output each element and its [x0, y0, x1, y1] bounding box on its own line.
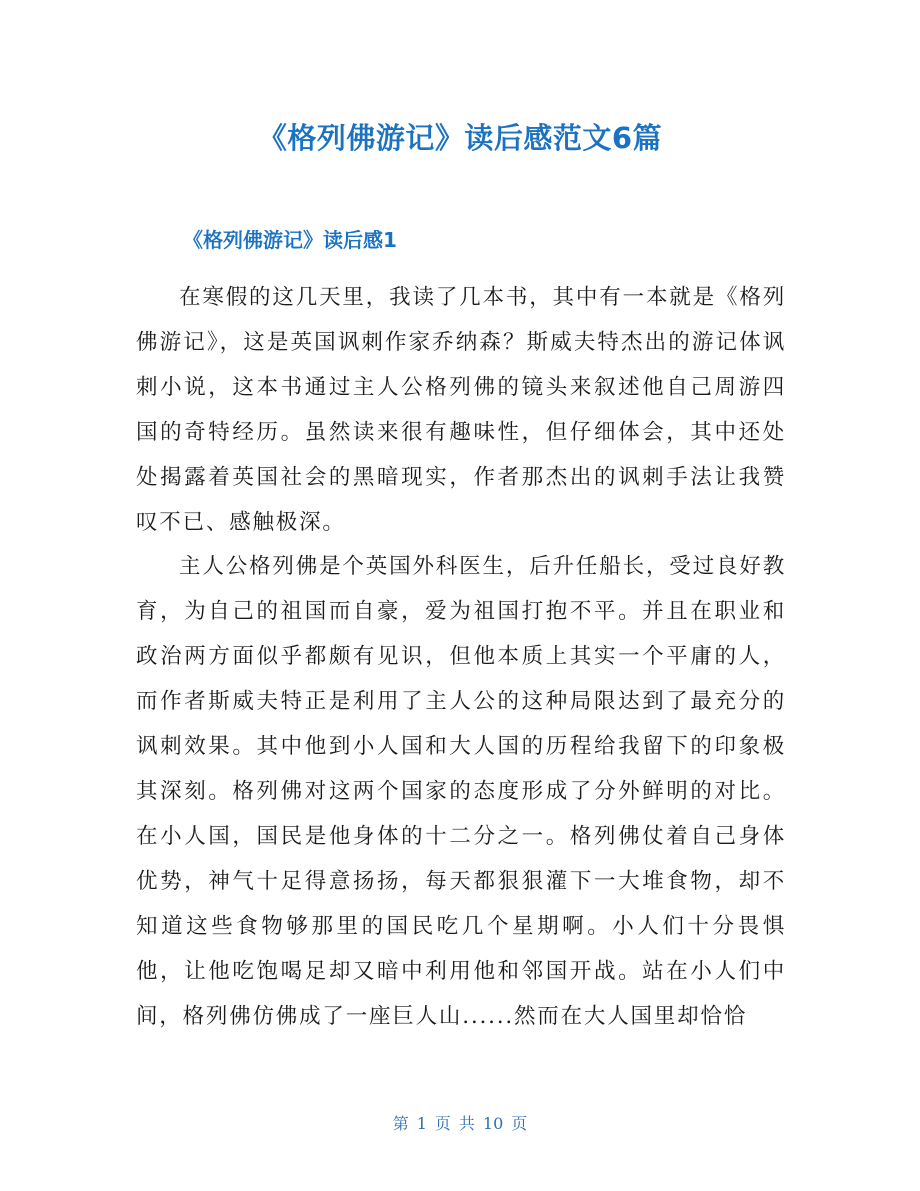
paragraph: 主人公格列佛是个英国外科医生，后升任船长，受过良好教育，为自己的祖国而自豪，爱为祖国打抱不平。并且在职业和政治两方面似乎都颇有见识，但他本质上其实一个平庸的人，而作者斯威夫特正是利用了主人公的这种局限达到了最充分的讽刺效果。其中他到小人国和大人国的历程给我留下的印象极其深刻。格列佛对这两个国家的态度形成了分外鲜明的对比。在小人国，国民是他身体的十二分之一。格列佛仗着自己身体优势，神气十足得意扬扬，每天都狠狠灌下一大堆食物，却不知道这些食物够那里的国民吃几个星期啊。小人们十分畏惧他，让他吃饱喝足却又暗中利用他和邻国开战。站在小人们中间，格列佛仿佛成了一座巨人山......然而在大人国里却恰恰: [136, 554, 786, 1029]
total-unit: 页: [511, 1114, 528, 1133]
document-title: 《格列佛游记》读后感范文6篇: [257, 121, 663, 155]
current-page-number: 1: [416, 1114, 427, 1133]
paragraph: 在寒假的这几天里，我读了几本书，其中有一本就是《格列佛游记》，这是英国讽刺作家乔纳森？斯威夫特杰出的游记体讽刺小说，这本书通过主人公格列佛的镜头来叙述他自己周游四国的奇特经历。虽然读来很有趣味性，但仔细体会，其中还处处揭露着英国社会的黑暗现实，作者那杰出的讽刺手法让我赞叹不已、感触极深。: [136, 285, 786, 535]
total-pages-number: 10: [482, 1114, 504, 1133]
section-heading: 《格列佛游记》读后感1: [183, 228, 397, 252]
total-label: 共: [458, 1114, 475, 1133]
page-label: 第: [392, 1114, 409, 1133]
page-unit: 页: [434, 1114, 451, 1133]
page-footer: [0, 1112, 920, 1136]
document-body: [136, 276, 786, 1039]
